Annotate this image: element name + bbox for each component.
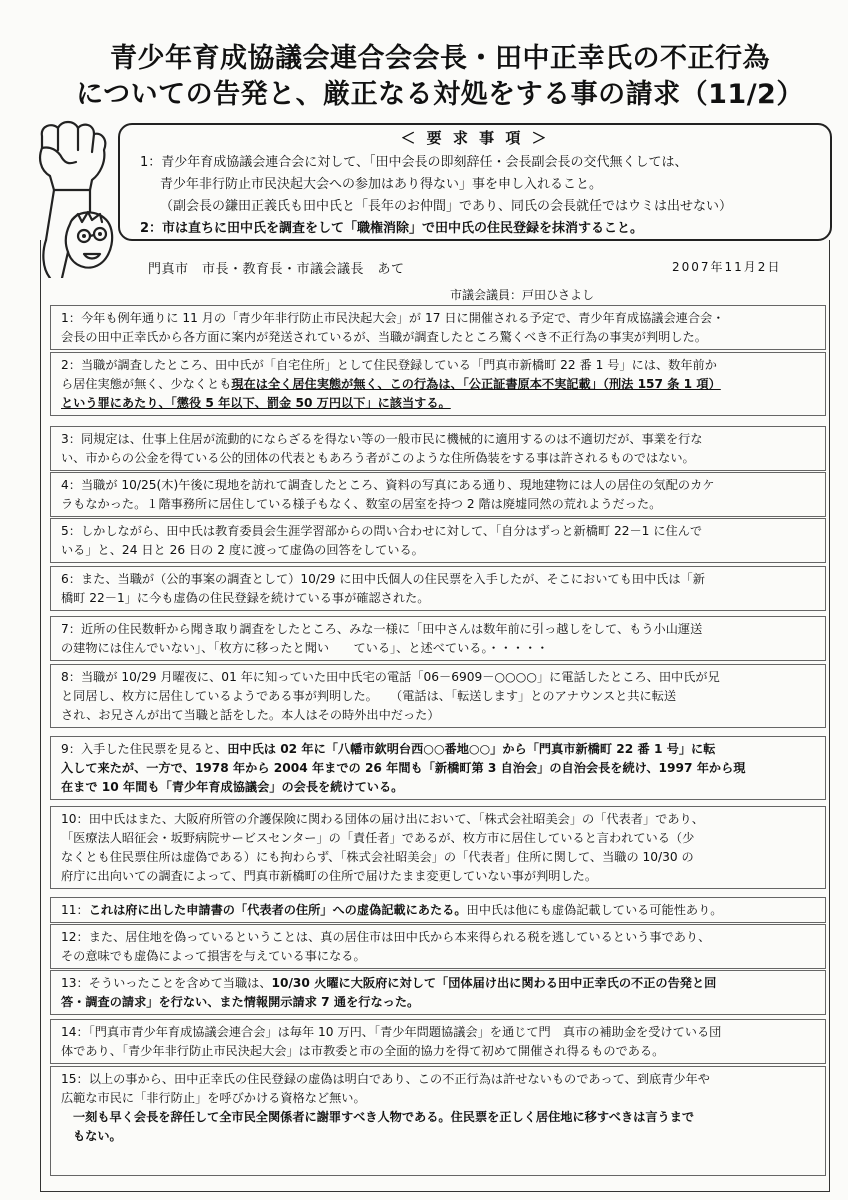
item-9-line2: 入して来たが、一方で、1978 年から 2004 年までの 26 年間も「新橋町第 3 自治会」の自治会長を続け、1997 年から現 [61,761,746,775]
item-10-line4: 府庁に出向いての調査によって、門真市新橋町の住所で届けたまま変更していない事が判明した。 [61,869,598,883]
item-10 [50,806,826,889]
item-14 [50,1019,826,1064]
page-title-line2: についての告発と、厳正なる対処をする事の請求（11/2） [76,79,804,110]
item-6 [50,566,826,611]
item-1-line1: 1：今年も例年通りに 11 月の「青少年非行防止市民決起大会」が 17 日に開催される予定で、青少年育成協議会連合会・ [61,311,725,325]
item-12-line1: 12：また、居住地を偽っているということは、真の居住市は田中氏から本来得られる税を逃しているという事であり、 [61,930,711,944]
item-15-line3: 一刻も早く会長を辞任して全市民全関係者に謝罪すべき人物である。住民票を正しく居住地に移すべきは言うまで [73,1110,695,1124]
item-8-line1: 8：当職が 10/29 月曜夜に、01 年に知っていた田中氏宅の電話「06－6909－○○○○」に電話したところ、田中氏が兄 [61,670,720,684]
item-3 [50,426,826,471]
item-4-line1: 4：当職が 10/25(木)午後に現地を訪れて調査したところ、資料の写真にある通り、現地建物には人の居住の気配のカケ [61,478,715,492]
item-4-line2: ラもなかった。１階事務所に居住している様子もなく、数室の居室を持つ 2 階は廃墟同然の荒れようだった。 [61,497,662,511]
item-1 [50,305,826,350]
document-date: 2007年11月2日 [672,260,782,274]
item-5-line1: 5：しかしながら、田中氏は教育委員会生涯学習部からの問い合わせに対して、「自分はずっと新橋町 22－1 に住んで [61,524,703,538]
item-13-line1b: 10/30 火曜に大阪府に対して「団体届け出に関わる田中正幸氏の不正の告発と回 [271,976,717,990]
item-12 [50,924,826,969]
item-10-line3: なくとも住民票住所は虚偽である）にも拘わらず、「株式会社昭美会」の「代表者」住所に関して、当職の 10/30 の [61,850,694,864]
demand-2: 2：市は直ちに田中氏を調査をして「職権消除」で田中氏の住民登録を抹消すること。 [140,221,644,236]
item-10-line2: 「医療法人昭征会・坂野病院サービスセンター」の「責任者」であるが、枚方市に居住していると言われている（少 [61,831,695,845]
item-8-line2: と同居し、枚方に居住しているようである事が判明した。 （電話は、「転送します」とのアナウンスと共に転送 [61,689,677,703]
item-11 [50,897,826,923]
item-9-line1a: 9：入手した住民票を見ると、 [61,742,228,756]
item-11-line1b: これは府に出した申請書の「代表者の住所」への虚偽記載にあたる。 [88,903,467,917]
demands-box [118,123,832,241]
item-3-line1: 3：同規定は、仕事上住居が流動的にならざるを得ない等の一般市民に機械的に適用するのは不適切だが、事業を行な [61,432,703,446]
item-2-line2a: ら居住実態が無く、少なくとも [61,377,232,391]
item-12-line2: その意味でも虚偽によって損害を与えている事になる。 [61,949,366,963]
item-15-line4: もない。 [73,1129,122,1143]
item-10-line1: 10：田中氏はまた、大阪府所管の介護保険に関わる団体の届け出において、「株式会社昭美会」の「代表者」であり、 [61,812,704,826]
item-9 [50,736,826,800]
item-3-line2: い、市からの公金を得ている公的団体の代表ともあろう者がこのような住所偽装をする事は許されるものではない。 [61,451,695,465]
item-8 [50,664,826,728]
item-8-line3: され、お兄さんが出て当職と話をした。本人はその時外出中だった） [61,708,440,722]
demand-1-line2: 青少年非行防止市民決起大会への参加はあり得ない」事を申し入れること。 [160,177,603,192]
item-15 [50,1066,826,1176]
item-1-line2: 会長の田中正幸氏から各方面に案内が発送されているが、当職が調査したところ驚くべき不正行為の事実が判明した。 [61,330,707,344]
item-13-line2: 答・調査の請求」を行ない、また情報開示請求 7 通を行なった。 [61,995,420,1009]
item-13-line1a: 13：そういったことを含めて当職は、 [61,976,272,990]
item-7-line1: 7：近所の住民数軒から聞き取り調査をしたところ、みな一様に「田中さんは数年前に引っ越しをして、もう小山運送 [61,622,703,636]
demands-heading: ＜ 要 求 事 項 ＞ [400,129,550,147]
addressee: 門真市 市長・教育長・市議会議長 あて [148,262,405,277]
item-11-prefix: 11： [61,903,89,917]
demand-1-note: （副会長の鎌田正義氏も田中氏と「長年のお仲間」であり、同氏の会長就任ではウミは出せない） [160,199,733,214]
item-14-line1: 14：「門真市青少年育成協議会連合会」は毎年 10 万円、「青少年問題協議会」を通じて門 真市の補助金を受けている団 [61,1025,722,1039]
demand-1-line1: 1：青少年育成協議会連合会に対して、「田中会長の即刻辞任・会長副会長の交代無くしては、 [140,155,688,170]
item-4 [50,472,826,517]
item-2-line3: という罪にあたり、「懲役 5 年以下、罰金 50 万円以下」に該当する。 [61,396,451,410]
item-6-line2: 橋町 22－1」に今も虚偽の住民登録を続けている事が確認された。 [61,591,430,605]
item-14-line2: 体であり、「青少年非行防止市民決起大会」は市教委と市の全面的協力を得て初めて開催され得るものである。 [61,1044,665,1058]
item-2 [50,352,826,416]
item-2-line1: 2：当職が調査したところ、田中氏が「自宅住所」として住民登録している「門真市新橋町 22 番 1 号」には、数年前か [61,358,717,372]
item-5 [50,518,826,563]
page-title-line1: 青少年育成協議会連合会会長・田中正幸氏の不正行為 [110,43,770,74]
item-13 [50,970,826,1015]
item-5-line2: いる」と、24 日と 26 日の 2 度に渡って虚偽の回答をしている。 [61,543,424,557]
item-6-line1: 6：また、当職が（公的事案の調査として）10/29 に田中氏個人の住民票を入手したが、そこにおいても田中氏は「新 [61,572,705,586]
item-9-line3: 在まで 10 年間も「青少年育成協議会」の会長を続けている。 [61,780,404,794]
item-15-line1: 15：以上の事から、田中正幸氏の住民登録の虚偽は明白であり、この不正行為は許せないものであって、到底青少年や [61,1072,710,1086]
item-7-line2: の建物には住んでいない」、「枚方に移ったと聞い ている」、と述べている。・・・・・ [61,641,549,655]
author: 市議会議員：戸田ひさよし [450,288,595,302]
item-2-line2b: 現在は全く居住実態が無く、この行為は、「公正証書原本不実記載」（刑法 157 条 1 項） [231,377,721,391]
item-7 [50,616,826,661]
item-15-line2: 広範な市民に「非行防止」を呼びかける資格など無い。 [61,1091,366,1105]
item-9-line1b: 田中氏は 02 年に「八幡市欽明台西○○番地○○」から「門真市新橋町 22 番 1 号」に転 [227,742,716,756]
item-11-line1c: 田中氏は他にも虚偽記載している可能性あり。 [466,903,723,917]
